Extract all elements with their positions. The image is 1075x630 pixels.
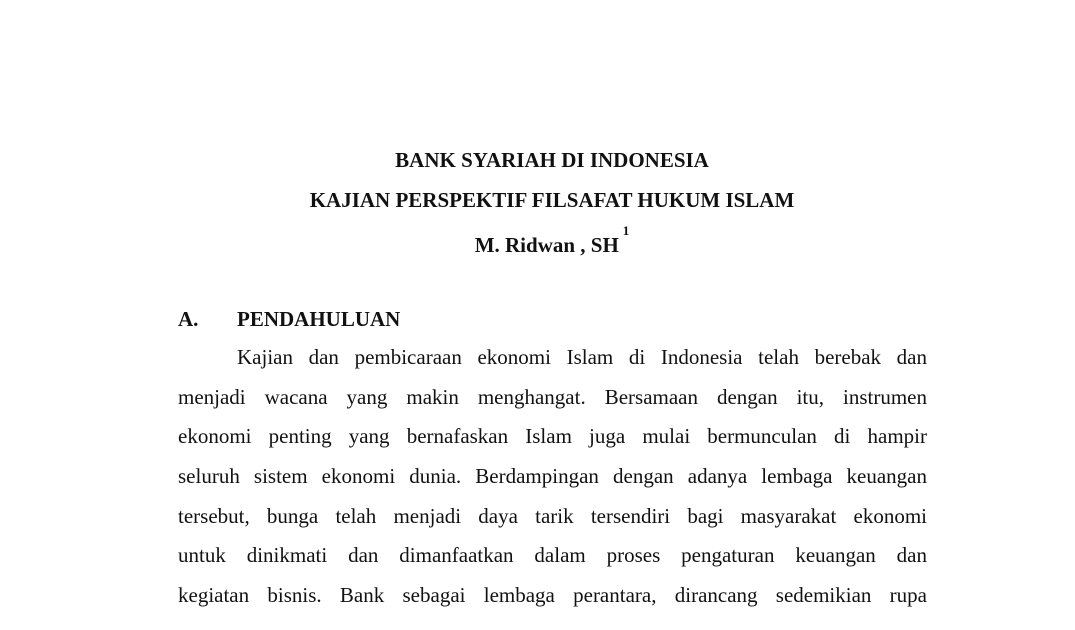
section-heading: [178, 307, 400, 331]
body-paragraph: [178, 341, 927, 619]
paragraph-line: ekonomi penting yang bernafaskan Islam juga mulai bermunculan di hampir: [178, 424, 927, 449]
paragraph-line: Kajian dan pembicaraan ekonomi Islam di Indonesia telah berebak dan: [237, 345, 927, 369]
paragraph-line: untuk dinikmati dan dimanfaatkan dalam proses pengaturan keuangan dan: [178, 543, 927, 568]
section-number: A.: [178, 307, 199, 331]
author-name: M. Ridwan , SH: [474, 233, 619, 257]
footnote-marker[interactable]: 1: [622, 223, 630, 238]
paragraph-line: kegiatan bisnis. Bank sebagai lembaga perantara, dirancang sedemikian rupa: [178, 583, 927, 608]
author-line: [0, 223, 1075, 257]
document-title: BANK SYARIAH DI INDONESIA: [395, 148, 709, 172]
paragraph-line: seluruh sistem ekonomi dunia. Berdampingan dengan adanya lembaga keuangan: [178, 464, 927, 489]
paragraph-line: menjadi wacana yang makin menghangat. Bersamaan dengan itu, instrumen: [178, 384, 927, 409]
section-title: PENDAHULUAN: [237, 307, 401, 331]
document-subtitle: KAJIAN PERSPEKTIF FILSAFAT HUKUM ISLAM: [309, 188, 795, 212]
paragraph-line: tersebut, bunga telah menjadi daya tarik tersendiri bagi masyarakat ekonomi: [178, 503, 927, 528]
